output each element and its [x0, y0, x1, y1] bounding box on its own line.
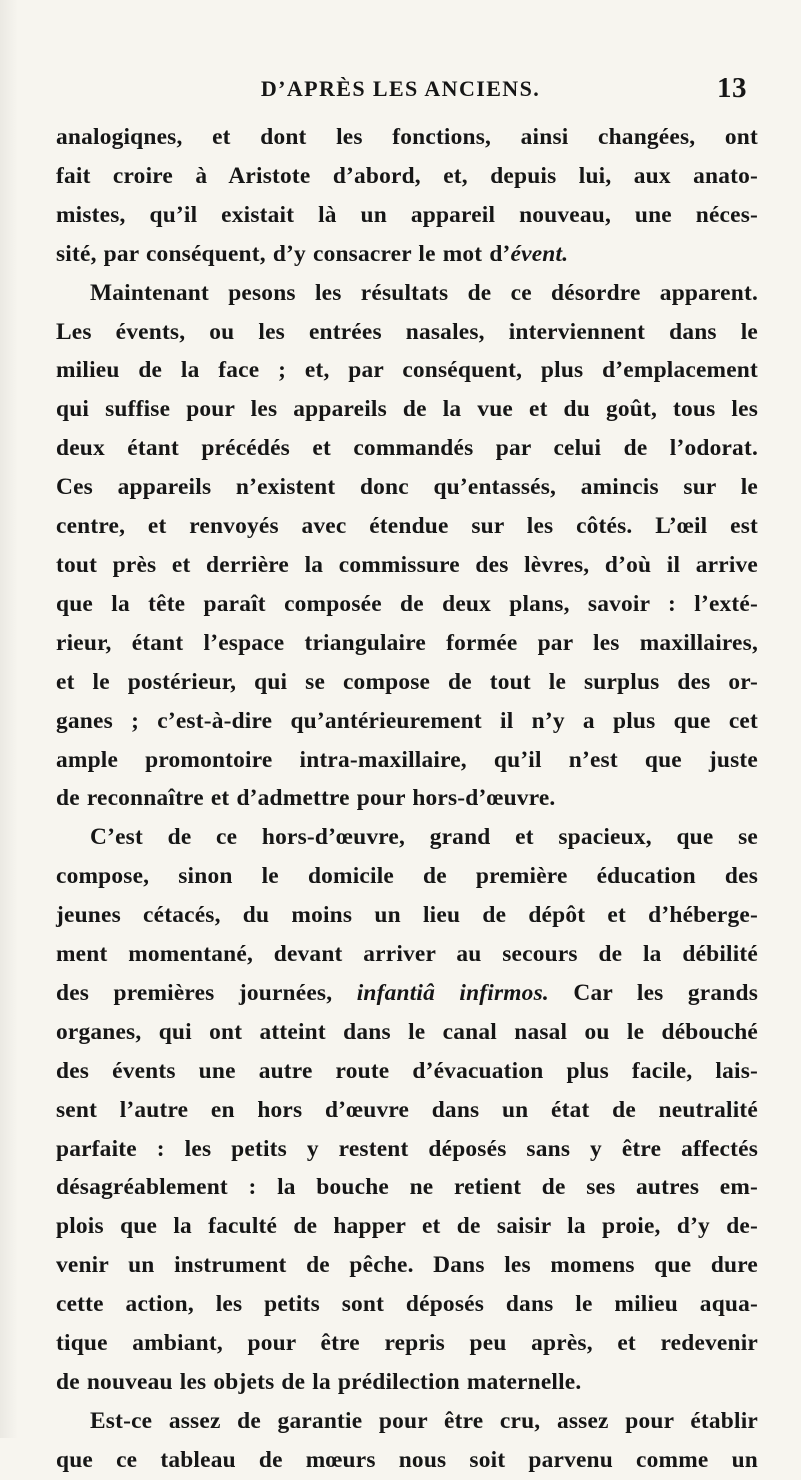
text-line-part: des premières journées,: [56, 979, 357, 1006]
text-line: ganes ; c’est-à-dire qu’antérieurement il n’y a plus que cet: [56, 707, 758, 734]
page-number: 13: [717, 72, 747, 104]
text-line: qui suffise pour les appareils de la vue et du goût, tous les: [56, 396, 758, 423]
text-line: de nouveau les objets de la prédilection maternelle.: [56, 1369, 582, 1395]
text-line: de reconnaître et d’admettre pour hors-d’œuvre.: [56, 785, 556, 812]
italic-phrase: infantiâ infirmos.: [356, 979, 549, 1006]
text-line: [56, 235, 758, 274]
page-edge-shadow: [0, 0, 18, 1438]
text-line: jeunes cétacés, du moins un lieu de dépôt et d’héberge-: [56, 902, 758, 929]
text-line: C’est de ce hors-d’œuvre, grand et spacieux, que se: [90, 824, 758, 851]
text-line-part: sité, par conséquent, d’y consacrer le mot d’: [56, 240, 511, 267]
text-line: plois que la faculté de happer et de saisir la proie, d’y de-: [56, 1213, 758, 1240]
text-line: organes, qui ont atteint dans le canal nasal ou le débouché: [56, 1018, 758, 1045]
text-line: mistes, qu’il existait là un appareil nouveau, une néces-: [56, 201, 758, 228]
text-line: compose, sinon le domicile de première éducation des: [56, 863, 758, 890]
text-line: [56, 974, 758, 1013]
text-line: rieur, étant l’espace triangulaire formée par les maxillaires,: [56, 629, 758, 656]
text-line: venir un instrument de pêche. Dans les momens que dure: [56, 1252, 758, 1279]
text-line: Est-ce assez de garantie pour être cru, assez pour établir: [90, 1407, 758, 1434]
text-line: tout près et derrière la commissure des lèvres, d’où il arrive: [56, 551, 758, 578]
text-line: parfaite : les petits y restent déposés sans y être affectés: [56, 1135, 758, 1162]
body-text: [56, 118, 758, 1480]
italic-word: évent.: [510, 240, 569, 267]
text-line: sent l’autre en hors d’œuvre dans un état de neutralité: [56, 1096, 758, 1123]
text-line: centre, et renvoyés avec étendue sur les côtés. L’œil est: [56, 513, 758, 540]
text-line: analogiqnes, et dont les fonctions, ainsi changées, ont: [56, 124, 758, 150]
text-line: deux étant précédés et commandés par celui de l’odorat.: [56, 435, 758, 462]
text-line: Ces appareils n’existent donc qu’entassés, amincis sur le: [56, 474, 758, 501]
running-head: D’APRÈS LES ANCIENS.: [260, 76, 541, 101]
text-line: que la tête paraît composée de deux plans, savoir : l’exté-: [56, 590, 758, 617]
text-line: tique ambiant, pour être repris peu après, et redevenir: [56, 1330, 758, 1357]
text-line: Maintenant pesons les résultats de ce désordre apparent.: [90, 279, 758, 306]
text-line-part: Car les grands: [548, 979, 758, 1006]
text-line: désagréablement : la bouche ne retient de ses autres em-: [56, 1174, 758, 1201]
page-header: [0, 72, 801, 108]
text-line: cette action, les petits sont déposés dans le milieu aqua-: [56, 1291, 758, 1318]
text-line: des évents une autre route d’évacuation plus facile, lais-: [56, 1057, 758, 1084]
text-line: milieu de la face ; et, par conséquent, plus d’emplacement: [56, 357, 758, 384]
text-line: Les évents, ou les entrées nasales, interviennent dans le: [56, 318, 758, 345]
text-line: ment momentané, devant arriver au secours de la débilité: [56, 941, 758, 968]
text-line: ample promontoire intra-maxillaire, qu’il n’est que juste: [56, 746, 758, 773]
text-line: et le postérieur, qui se compose de tout le surplus des or-: [56, 668, 758, 695]
text-line: que ce tableau de mœurs nous soit parvenu comme un: [56, 1446, 758, 1473]
text-line: fait croire à Aristote d’abord, et, depuis lui, aux anato-: [56, 162, 758, 189]
